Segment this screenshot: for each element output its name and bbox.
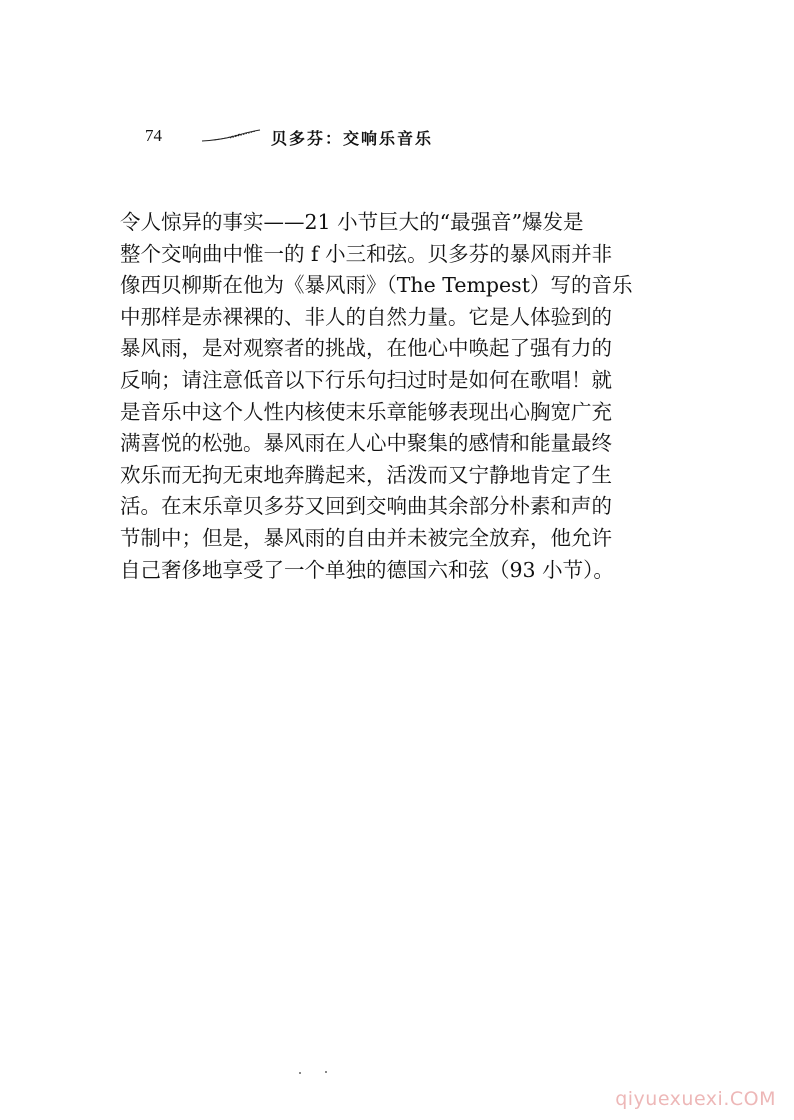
text-line: 令人惊异的事实——21 小节巨大的“最强音”爆发是	[120, 210, 584, 234]
text-line: 是音乐中这个人性内核使末乐章能够表现出心胸宽广充	[120, 399, 612, 424]
site-watermark: qiyuexuexi.COM	[615, 1088, 776, 1110]
text-line: 像西贝柳斯在他为《暴风雨》（The Tempest）写的音乐	[120, 273, 633, 298]
text-line: 暴风雨，是对观察者的挑战，在他心中唤起了强有力的	[120, 336, 612, 361]
text-line: 中那样是赤裸裸的、非人的自然力量。它是人体验到的	[120, 304, 612, 329]
text-line: 满喜悦的松弛。暴风雨在人心中聚集的感情和能量最终	[120, 431, 612, 456]
text-line: 反响；请注意低音以下行乐句扫过时是如何在歌唱！就	[120, 367, 612, 392]
footer-dots-icon	[296, 1068, 336, 1078]
header-ornament-icon	[200, 128, 262, 144]
text-line: 欢乐而无拘无束地奔腾起来，活泼而又宁静地肯定了生	[120, 462, 612, 487]
page-number: 74	[145, 126, 162, 145]
text-line: 活。在末乐章贝多芬又回到交响曲其余部分朴素和声的	[120, 494, 612, 519]
running-title: 贝多芬：交响乐音乐	[271, 129, 434, 148]
text-line: 节制中；但是，暴风雨的自由并未被完全放弃，他允许	[120, 525, 612, 550]
text-line: 自己奢侈地享受了一个单独的德国六和弦（93 小节）。	[120, 557, 614, 582]
text-line: 整个交响曲中惟一的 f 小三和弦。贝多芬的暴风雨并非	[120, 241, 613, 266]
page-header	[145, 124, 565, 150]
body-paragraph	[120, 207, 686, 586]
